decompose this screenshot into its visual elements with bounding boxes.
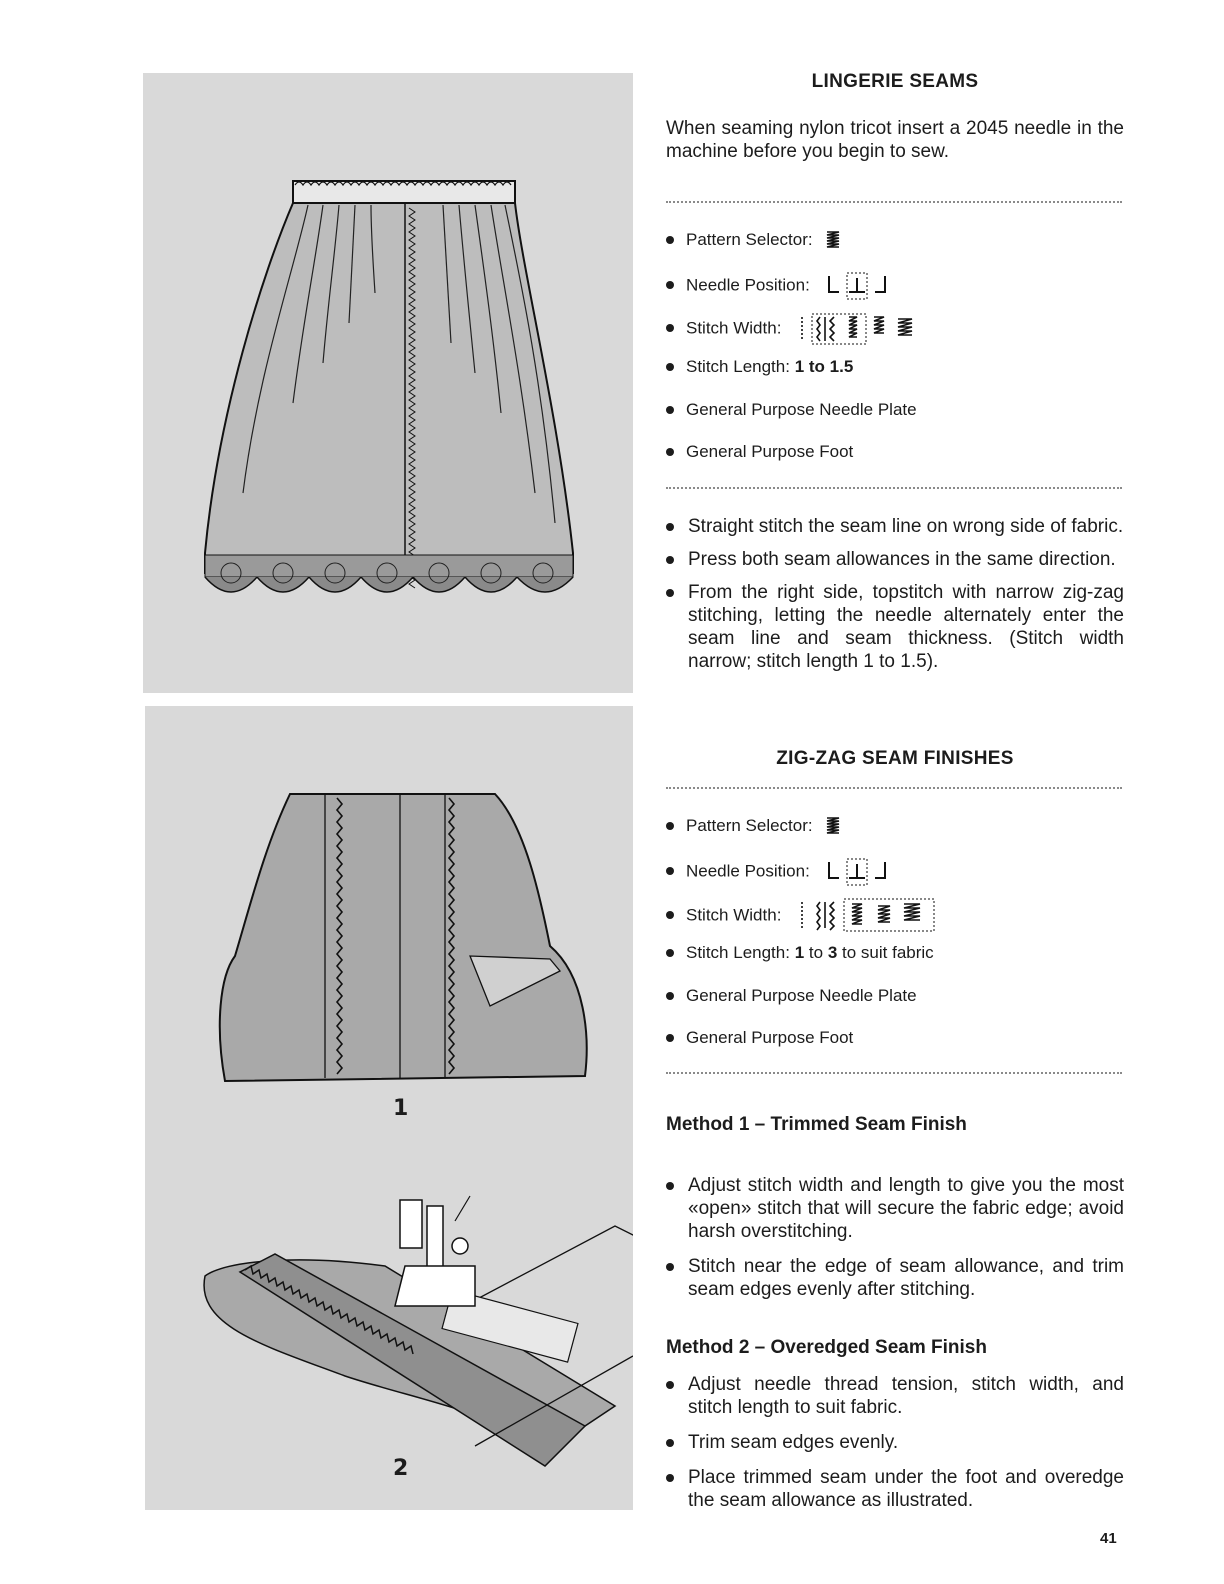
bullet-icon [666, 1182, 674, 1190]
figure-label-1: 1 [393, 1096, 409, 1121]
needle-position-icon [823, 856, 893, 888]
spec-needle-position: Needle Position: [666, 856, 1124, 880]
bullet-icon [666, 1381, 674, 1389]
bullet-icon [666, 949, 674, 957]
bullet-icon [666, 589, 674, 597]
list-item: Place trimmed seam under the foot and overedge the seam allowance as illustrated. [666, 1466, 1124, 1512]
spec-needle-position: Needle Position: [666, 270, 1124, 294]
lingerie-seams-heading: LINGERIE SEAMS [811, 71, 979, 92]
divider [666, 487, 1122, 489]
lingerie-steps [666, 515, 1124, 673]
bullet-icon [666, 281, 674, 289]
bullet-icon [666, 1439, 674, 1447]
divider [666, 201, 1122, 203]
stitch-width-icon [794, 898, 944, 934]
spec-needle-plate: General Purpose Needle Plate [666, 398, 1124, 422]
bullet-icon [666, 992, 674, 1000]
method-2-heading: Method 2 – Overedged Seam Finish [666, 1337, 987, 1358]
stitch-width-icon [794, 313, 924, 345]
list-item: Adjust stitch width and length to give you the most «open» stitch that will secure the fabric edge; avoid harsh overstitching. [666, 1174, 1124, 1243]
zigzag-seam-heading: ZIG-ZAG SEAM FINISHES [776, 748, 1014, 769]
list-item: Stitch near the edge of seam allowance, and trim seam edges evenly after stitching. [666, 1255, 1124, 1301]
spec-pattern-selector: Pattern Selector: [666, 228, 1124, 252]
method-2-steps [666, 1373, 1124, 1512]
bullet-icon [666, 822, 674, 830]
bullet-icon [666, 1263, 674, 1271]
lingerie-intro: When seaming nylon tricot insert a 2045 needle in the machine before you begin to sew. [666, 118, 1124, 162]
bullet-icon [666, 324, 674, 332]
method-1-steps [666, 1174, 1124, 1301]
bullet-icon [666, 911, 674, 919]
bullet-icon [666, 363, 674, 371]
bullet-icon [666, 867, 674, 875]
spec-stitch-length: Stitch Length: 1 to 3 to suit fabric [666, 941, 1124, 965]
list-item: Adjust needle thread tension, stitch width, and stitch length to suit fabric. [666, 1373, 1124, 1419]
zigzag-pattern-icon [825, 816, 841, 838]
figure-label-2: 2 [393, 1456, 409, 1481]
divider [666, 1072, 1122, 1074]
seam-finish-drawing [145, 706, 633, 1510]
bullet-icon [666, 406, 674, 414]
spec-stitch-length: Stitch Length: 1 to 1.5 [666, 355, 1124, 379]
bullet-icon [666, 523, 674, 531]
bullet-icon [666, 1034, 674, 1042]
list-item: Trim seam edges evenly. [666, 1431, 1124, 1454]
spec-needle-plate: General Purpose Needle Plate [666, 984, 1124, 1008]
spec-foot: General Purpose Foot [666, 440, 1124, 464]
method-1-heading: Method 1 – Trimmed Seam Finish [666, 1114, 967, 1135]
spec-pattern-selector: Pattern Selector: [666, 814, 1124, 838]
skirt-illustration [143, 73, 633, 693]
spec-foot: General Purpose Foot [666, 1026, 1124, 1050]
needle-position-icon [823, 270, 893, 302]
skirt-drawing [143, 73, 633, 693]
list-item: From the right side, topstitch with narrow zig-zag stitching, letting the needle alternately enter the seam line and seam thickness. (Stitch width narrow; stitch length 1 to 1.5). [666, 581, 1124, 673]
bullet-icon [666, 448, 674, 456]
spec-stitch-width: Stitch Width: [666, 313, 1124, 337]
bullet-icon [666, 236, 674, 244]
page-number: 41 [1100, 1530, 1117, 1547]
bullet-icon [666, 556, 674, 564]
spec-stitch-width: Stitch Width: [666, 898, 1124, 922]
bullet-icon [666, 1474, 674, 1482]
divider [666, 787, 1122, 789]
zigzag-pattern-icon [825, 230, 841, 252]
list-item: Straight stitch the seam line on wrong side of fabric. [666, 515, 1124, 538]
seam-finish-illustrations [145, 706, 633, 1510]
list-item: Press both seam allowances in the same direction. [666, 548, 1124, 571]
